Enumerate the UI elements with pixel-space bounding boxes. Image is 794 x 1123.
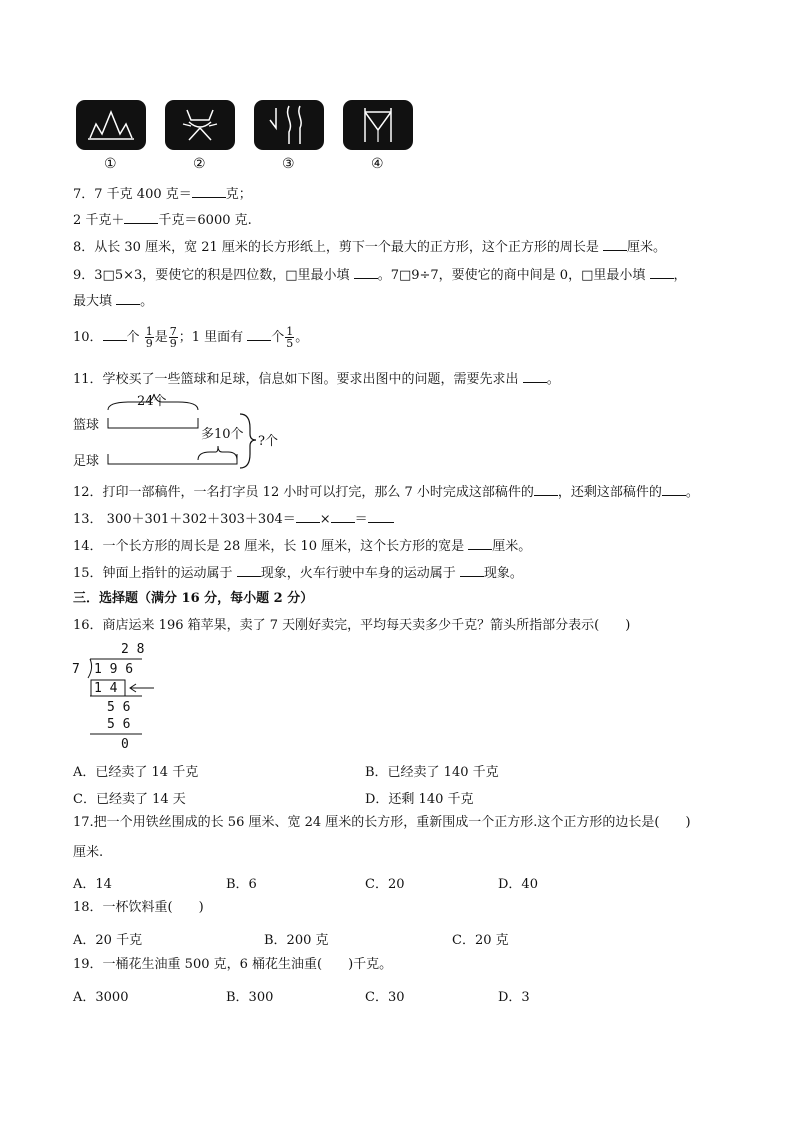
- fraction-1-5: $\frac{1}{5}$: [286, 325, 294, 350]
- q19-option-c[interactable]: C．30: [365, 990, 405, 1005]
- answer-blank[interactable]: [523, 370, 547, 383]
- answer-blank[interactable]: [103, 328, 127, 341]
- diagram-label-question: ?个: [258, 434, 278, 449]
- question-17-line2: 厘米.: [73, 845, 104, 860]
- answer-blank[interactable]: [237, 564, 261, 577]
- question-10: 10． 个 $\frac{1}{9}$ 是 $\frac{7}{9}$ ；1 里面有 个 $\frac{1}{5}$ 。: [73, 325, 309, 350]
- division-dividend: 1 9 6: [94, 662, 134, 677]
- division-quotient: 2 8: [121, 642, 145, 657]
- diagram-label-count: 24个: [137, 394, 167, 409]
- question-13: 13． 300＋301＋302＋303＋304＝ × ＝: [73, 510, 394, 528]
- answer-blank[interactable]: [116, 292, 140, 305]
- figure-label-2: ②: [193, 156, 206, 172]
- diagram-label-basketball: 篮球: [73, 418, 100, 433]
- fraction-1-9: $\frac{1}{9}$: [145, 325, 153, 350]
- diagram-label-football: 足球: [73, 454, 100, 469]
- figure-2: [165, 100, 235, 150]
- division-rem2: 5 6: [107, 717, 131, 732]
- division-divisor: 7: [72, 662, 80, 677]
- question-12: 12．打印一部稿件，一名打字员 12 小时可以打完，那么 7 小时完成这部稿件的 ，还剩这部稿件的 。: [73, 485, 699, 500]
- answer-blank[interactable]: [650, 266, 674, 279]
- answer-blank[interactable]: [124, 211, 158, 224]
- answer-blank[interactable]: [354, 266, 378, 279]
- question-17: 17.把一个用铁丝围成的长 56 厘米、宽 24 厘米的长方形，重新围成一个正方形.这个正方形的边长是( ): [73, 815, 691, 830]
- question-18: 18．一杯饮料重( ): [73, 900, 204, 915]
- q17-option-c[interactable]: C．20: [365, 877, 405, 892]
- q18-option-a[interactable]: A．20 千克: [73, 933, 143, 948]
- gate-shape-icon: [343, 100, 413, 150]
- q19-option-d[interactable]: D．3: [498, 990, 530, 1005]
- q18-option-b[interactable]: B．200 克: [264, 933, 329, 948]
- ball-diagram: [70, 388, 300, 472]
- q19-option-a[interactable]: A．3000: [73, 990, 129, 1005]
- question-7a: 7．7 千克 400 克＝ 克；: [73, 187, 252, 202]
- division-lines: [70, 642, 160, 754]
- question-11: 11．学校买了一些篮球和足球，信息如下图。要求出图中的问题，需要先求出 。: [73, 372, 560, 387]
- fraction-7-9: $\frac{7}{9}$: [169, 325, 177, 350]
- question-14: 14．一个长方形的周长是 28 厘米，长 10 厘米，这个长方形的宽是 厘米。: [73, 539, 532, 554]
- answer-blank[interactable]: [368, 510, 394, 523]
- question-9: 9．3□5×3，要使它的积是四位数，□里最小填 。7□9÷7，要使它的商中间是 0，□里最小填 ，: [73, 268, 687, 283]
- question-9-line2: 最大填 。: [73, 294, 154, 309]
- long-division: [70, 642, 160, 754]
- q19-option-b[interactable]: B．300: [226, 990, 274, 1005]
- q17-option-b[interactable]: B．6: [226, 877, 257, 892]
- question-16: 16．商店运来 196 箱苹果，卖了 7 天刚好卖完，平均每天卖多少千克？箭头所指部分表示( ): [73, 618, 631, 633]
- q17-option-a[interactable]: A．14: [73, 877, 112, 892]
- figure-label-1: ①: [104, 156, 117, 172]
- q16-option-c[interactable]: C．已经卖了 14 天: [73, 792, 186, 807]
- answer-blank[interactable]: [460, 564, 484, 577]
- figure-4: [343, 100, 413, 150]
- question-19: 19．一桶花生油重 500 克，6 桶花生油重( )千克。: [73, 957, 393, 972]
- figure-1: [76, 100, 146, 150]
- answer-blank[interactable]: [331, 510, 355, 523]
- figure-label-3: ③: [282, 156, 295, 172]
- answer-blank[interactable]: [534, 483, 558, 496]
- diagram-label-more: 多10个: [201, 427, 244, 442]
- answer-blank[interactable]: [296, 510, 320, 523]
- figure-label-4: ④: [371, 156, 384, 172]
- question-7b: 2 千克＋ 千克＝6000 克.: [73, 213, 252, 228]
- q16-option-a[interactable]: A．已经卖了 14 千克: [73, 765, 199, 780]
- answer-blank[interactable]: [468, 537, 492, 550]
- q18-option-c[interactable]: C．20 克: [452, 933, 509, 948]
- division-rem1: 5 6: [107, 700, 131, 715]
- division-final: 0: [121, 737, 129, 752]
- division-boxed: 1 4: [94, 681, 118, 696]
- q17-option-d[interactable]: D．40: [498, 877, 538, 892]
- section-3-title: 三．选择题（满分 16 分，每小题 2 分）: [73, 591, 314, 606]
- figure-3: [254, 100, 324, 150]
- cat-shape-icon: [165, 100, 235, 150]
- question-8: 8．从长 30 厘米，宽 21 厘米的长方形纸上，剪下一个最大的正方形，这个正方形的周长是 厘米。: [73, 240, 667, 255]
- answer-blank[interactable]: [247, 328, 271, 341]
- q16-option-d[interactable]: D．还剩 140 千克: [365, 792, 474, 807]
- wave-lines-icon: [254, 100, 324, 150]
- answer-blank[interactable]: [662, 483, 686, 496]
- answer-blank[interactable]: [192, 185, 226, 198]
- crown-shape-icon: [76, 100, 146, 150]
- question-15: 15．钟面上指针的运动属于 现象，火车行驶中车身的运动属于 现象。: [73, 566, 523, 581]
- q16-option-b[interactable]: B．已经卖了 140 千克: [365, 765, 499, 780]
- answer-blank[interactable]: [603, 238, 627, 251]
